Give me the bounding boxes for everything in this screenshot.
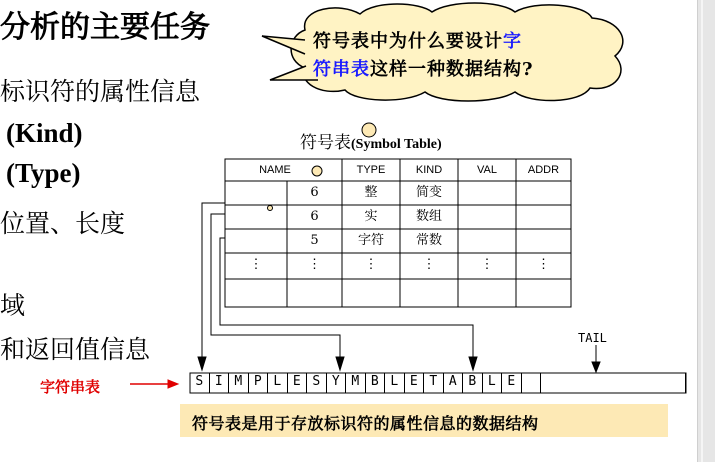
header-val: VAL xyxy=(477,164,497,176)
string-table-cell: S xyxy=(307,373,327,393)
symbol-table-title-en: (Symbol Table) xyxy=(351,137,442,152)
cell-ellipsis: ⋮ xyxy=(364,257,378,272)
slide-title: 分析的主要任务 xyxy=(0,10,210,45)
cell-length: 6 xyxy=(310,185,319,200)
string-table-cell: P xyxy=(249,373,269,393)
left-line-1: 标识符的属性信息 xyxy=(0,77,201,106)
string-table-cell: Y xyxy=(327,373,347,393)
header-kind: KIND xyxy=(415,164,443,176)
cell-ellipsis: ⋮ xyxy=(480,257,494,272)
cell-kind: 常数 xyxy=(415,233,442,248)
symbol-table-title-cn: 符号表 xyxy=(300,133,351,153)
left-line-4: 位置、长度 xyxy=(0,209,126,238)
cell-ellipsis: ⋮ xyxy=(537,257,550,272)
cell-ellipsis: ⋮ xyxy=(422,257,436,272)
header-type: TYPE xyxy=(356,164,386,176)
string-table-cell: M xyxy=(346,373,366,393)
cell-type: 实 xyxy=(364,209,378,224)
cell-ellipsis: ⋮ xyxy=(249,257,263,272)
callout-line1-highlight: 字 xyxy=(503,31,522,52)
string-table-label: 字符串表 xyxy=(40,378,101,396)
callout-text xyxy=(313,28,603,84)
definition-text: 符号表是用于存放标识符的属性信息的数据结构 xyxy=(192,414,539,433)
cell-ellipsis: ⋮ xyxy=(308,257,321,272)
tail-label: TAIL xyxy=(578,331,607,345)
string-table-cell: B xyxy=(463,373,483,393)
string-table-cell: T xyxy=(424,373,444,393)
symbol-table-title xyxy=(300,128,442,153)
string-table-cell: A xyxy=(444,373,464,393)
left-line-6: 和返回值信息 xyxy=(0,335,151,364)
string-table-cell: E xyxy=(405,373,425,393)
callout-line1: 符号表中为什么要设计 xyxy=(313,31,503,52)
cell-kind: 简变 xyxy=(415,185,442,200)
string-table-cell: I xyxy=(210,373,230,393)
string-table-cell: L xyxy=(483,373,503,393)
cell-length: 5 xyxy=(310,233,319,248)
cell-type: 整 xyxy=(364,185,378,200)
left-line-2: (Kind) xyxy=(6,118,83,148)
string-table-cell: E xyxy=(288,373,308,393)
pointer-arrows xyxy=(198,203,600,372)
callout-line2: 这样一种数据结构? xyxy=(370,59,534,80)
string-table-cell: M xyxy=(229,373,249,393)
string-table-cell: E xyxy=(502,373,522,393)
string-table-cell xyxy=(541,373,686,393)
header-addr: ADDR xyxy=(527,164,560,176)
marker-circle xyxy=(312,166,322,176)
string-table-cell: S xyxy=(190,373,210,393)
string-table-cell xyxy=(522,373,542,393)
header-name: NAME xyxy=(259,164,291,176)
string-table-cell: B xyxy=(366,373,386,393)
cell-length: 6 xyxy=(310,209,319,224)
marker-dot xyxy=(268,206,273,211)
left-line-3: (Type) xyxy=(6,158,81,188)
string-table-label-arrow xyxy=(130,380,178,388)
cell-type: 字符 xyxy=(357,233,384,248)
callout-line2-highlight: 符串表 xyxy=(313,59,370,80)
string-table-cell: L xyxy=(385,373,405,393)
cell-kind: 数组 xyxy=(415,209,442,224)
string-table-cell: L xyxy=(268,373,288,393)
left-line-5: 域 xyxy=(0,291,26,320)
